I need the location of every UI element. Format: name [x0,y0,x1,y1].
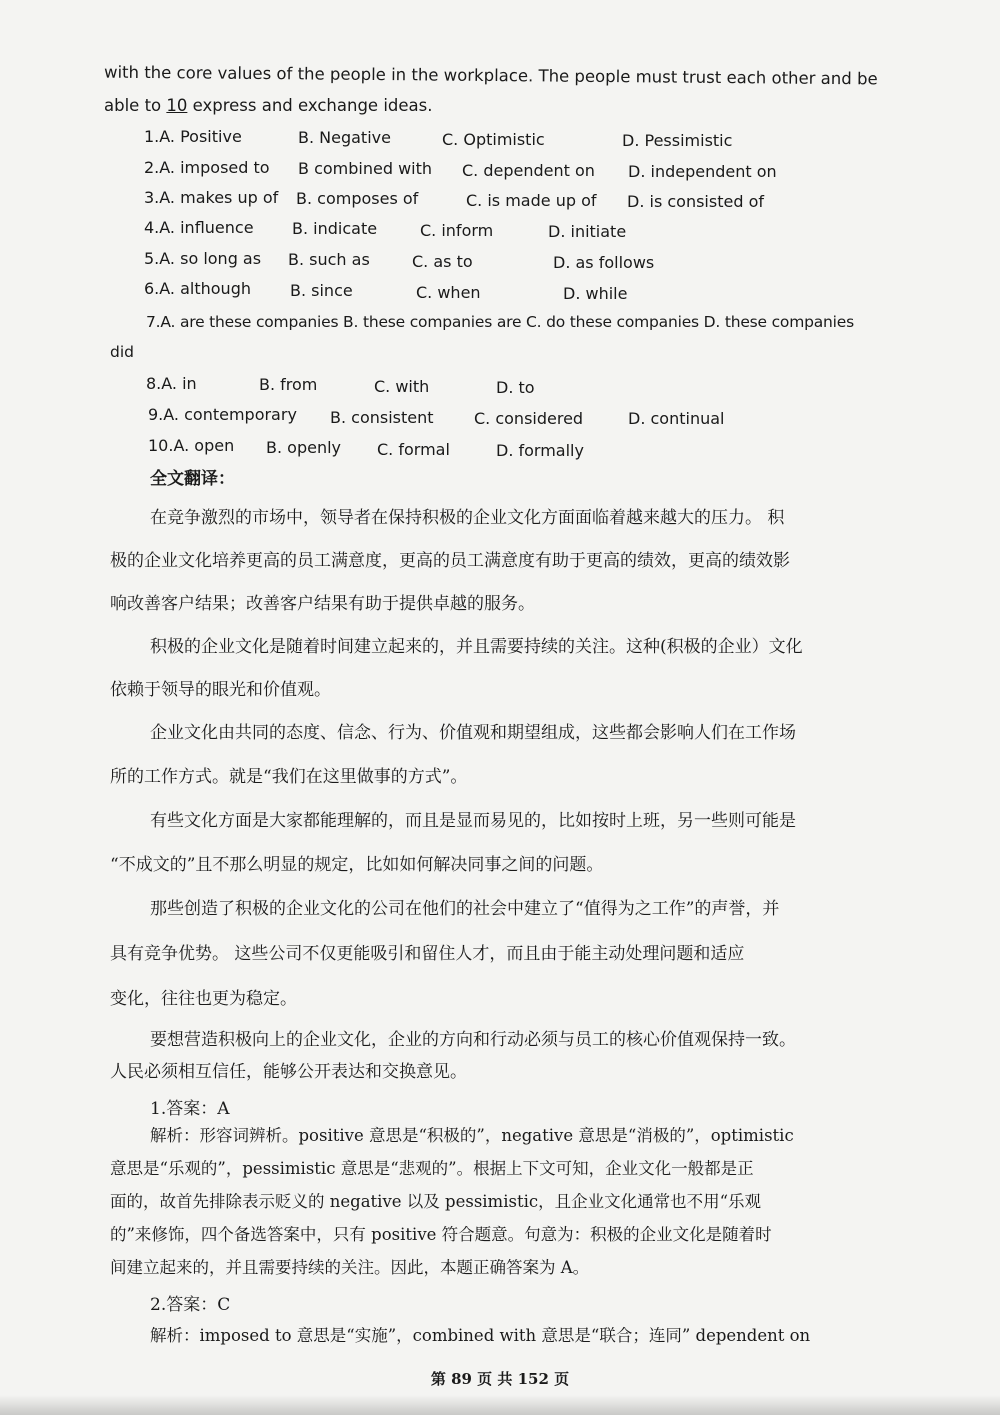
q6-option-c: C. when [416,283,481,302]
translation-line-10: 那些创造了积极的企业文化的公司在他们的社会中建立了“值得为之工作”的声誉，并 [150,899,780,919]
q10-option-c: C. formal [377,440,450,459]
q1-option-b: B. Negative [298,128,391,147]
q1-option-c: C. Optimistic [442,130,545,149]
q6-option-d: D. while [563,284,628,303]
q6-option-b: B. since [290,281,353,300]
q9-option-d: D. continual [628,409,725,428]
answer-1-label: 1.答案：A [150,1099,230,1119]
q9-option-c: C. considered [474,409,584,428]
translation-line-11: 具有竞争优势。 这些公司不仅更能吸引和留住人才，而且由于能主动处理问题和适应 [110,944,745,964]
translation-line-5: 依赖于领导的眼光和价值观。 [110,680,331,700]
q1-option-d: D. Pessimistic [622,131,733,150]
answer-2-explanation-line-1: 解析：imposed to 意思是“实施”，combined with 意思是“联合；连同” dependent on [150,1326,811,1345]
intro-line-1: with the core values of the people in the workplace. The people must trust each other and be [103,62,878,89]
q9-option-b: B. consistent [330,408,434,427]
translation-line-14: 人民必须相互信任，能够公开表达和交换意见。 [110,1062,467,1082]
q8-option-d: D. to [496,378,535,397]
translation-line-7: 所的工作方式。就是“我们在这里做事的方式”。 [110,767,468,787]
translation-line-1: 在竞争激烈的市场中，领导者在保持积极的企业文化方面面临着越来越大的压力。 积 [150,508,785,528]
translation-heading: 全文翻译： [150,469,235,489]
translation-line-3: 响改善客户结果；改善客户结果有助于提供卓越的服务。 [110,594,535,614]
translation-line-6: 企业文化由共同的态度、信念、行为、价值观和期望组成，这些都会影响人们在工作场 [150,723,796,743]
translation-line-13: 要想营造积极向上的企业文化，企业的方向和行动必须与员工的核心价值观保持一致。 [150,1030,796,1050]
intro-line-2-before: able to [104,96,167,115]
q3-option-c: C. is made up of [466,191,597,210]
q5-option-b: B. such as [288,250,370,269]
q10-option-d: D. formally [496,441,584,460]
q2-option-c: C. dependent on [462,161,595,180]
q4-option-b: B. indicate [292,219,378,238]
translation-line-9: “不成文的”且不那么明显的规定，比如如何解决同事之间的问题。 [110,855,604,875]
q9-option-a: 9.A. contemporary [148,405,297,424]
q10-option-b: B. openly [266,438,341,457]
intro-line-2 [104,96,432,115]
translation-line-2: 极的企业文化培养更高的员工满意度，更高的员工满意度有助于更高的绩效，更高的绩效影 [110,551,790,571]
q4-option-c: C. inform [420,221,494,240]
page-number-footer: 第 89 页 共 152 页 [430,1370,570,1388]
q4-option-a: 4.A. influence [144,218,254,237]
q1-option-a: 1.A. Positive [144,127,242,146]
q3-option-b: B. composes of [296,189,419,208]
q2-option-a: 2.A. imposed to [144,158,270,177]
answer-1-explanation-line-2: 意思是“乐观的”，pessimistic 意思是“悲观的”。根据上下文可知，企业文化一般都是正 [110,1159,754,1178]
answer-1-explanation-line-1: 解析：形容词辨析。positive 意思是“积极的”，negative 意思是“消极的”，optimistic [150,1126,794,1145]
q3-option-d: D. is consisted of [627,192,764,211]
answer-1-explanation-line-5: 间建立起来的，并且需要持续的关注。因此，本题正确答案为 A。 [110,1258,590,1277]
q5-option-a: 5.A. so long as [144,249,262,268]
q7-line-2: did [110,343,134,361]
q4-option-d: D. initiate [548,222,627,241]
translation-line-12: 变化，往往也更为稳定。 [110,989,297,1009]
blank-10: 10 [166,96,188,115]
q8-option-a: 8.A. in [146,374,197,393]
q8-option-c: C. with [374,377,430,396]
q3-option-a: 3.A. makes up of [144,188,279,207]
translation-line-4: 积极的企业文化是随着时间建立起来的，并且需要持续的关注。这种(积极的企业）文化 [150,637,803,657]
scan-bottom-shadow [0,1395,1000,1415]
q5-option-c: C. as to [412,252,473,271]
q8-option-b: B. from [259,375,318,394]
q5-option-d: D. as follows [553,253,655,272]
q6-option-a: 6.A. although [144,279,251,298]
answer-2-label: 2.答案：C [150,1295,231,1315]
q2-option-d: D. independent on [628,162,777,181]
answer-1-explanation-line-4: 的”来修饰，四个备选答案中，只有 positive 符合题意。句意为：积极的企业文化是随着时 [110,1225,772,1244]
q10-option-a: 10.A. open [148,436,235,455]
translation-line-8: 有些文化方面是大家都能理解的，而且是显而易见的，比如按时上班，另一些则可能是 [150,811,796,831]
answer-1-explanation-line-3: 面的，故首先排除表示贬义的 negative 以及 pessimistic，且企业文化通常也不用“乐观 [110,1192,762,1211]
intro-line-2-after: express and exchange ideas. [187,96,433,115]
q2-option-b: B combined with [298,159,433,178]
q7-line-1: 7.A. are these companies B. these companies are C. do these companies D. these companies [146,313,854,331]
